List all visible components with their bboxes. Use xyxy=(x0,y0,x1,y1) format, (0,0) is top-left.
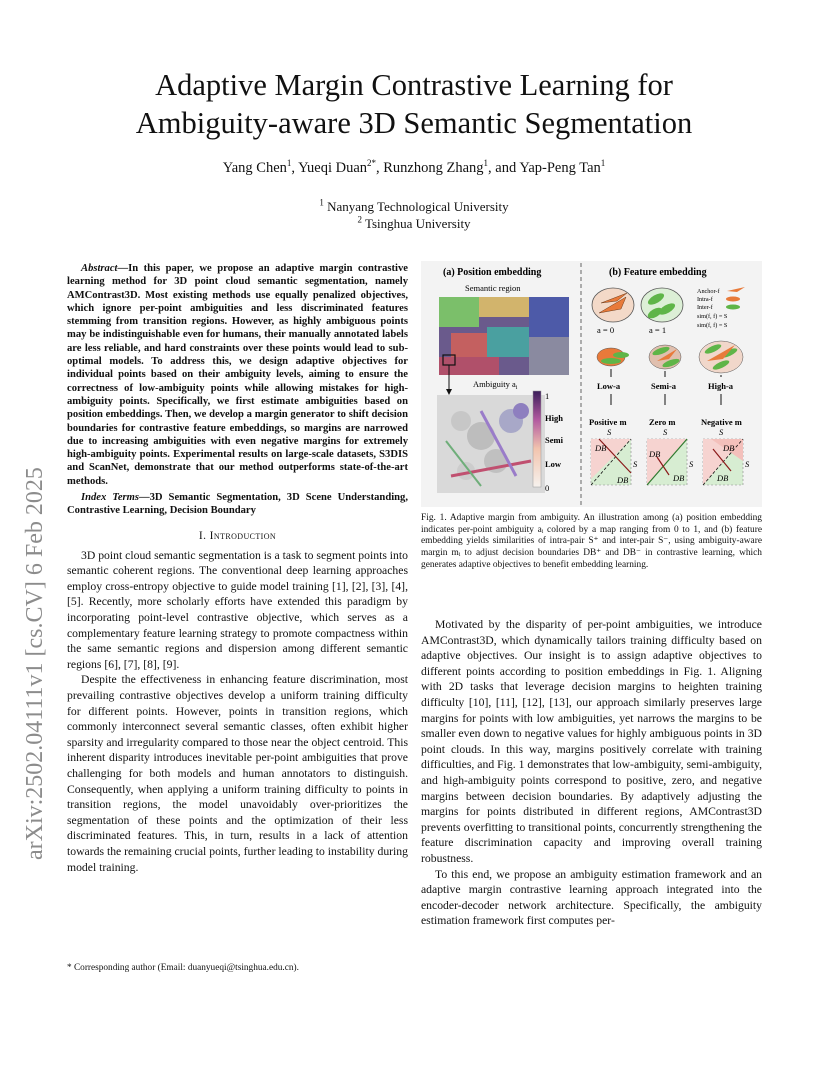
svg-text:S: S xyxy=(607,427,612,437)
index-terms-label: Index Terms xyxy=(81,492,140,504)
margin-zero: Zero m xyxy=(649,417,676,427)
feature-cluster-a1 xyxy=(641,288,683,322)
margin-positive: Positive m xyxy=(589,417,627,427)
paper-title xyxy=(80,66,748,142)
index-terms-text: —3D Semantic Segmentation, 3D Scene Understanding, Contrastive Learning, Decision Boundary xyxy=(67,492,408,517)
figure-caption: Fig. 1. Adaptive margin from ambiguity. An illustration among (a) position embedding indicates per-point ambiguity aᵢ colored by a map ranging from 0 to 1, and (b) feature embedding yields similarities of intra-pair S⁺ and inter-pair S⁻, using ambiguity-aware margin mᵢ to adjust decision boundaries DB⁺ and DB⁻ in contrastive learning, which generates adaptive objectives to benefit embedding learning. xyxy=(421,513,762,570)
scale-low: Low xyxy=(545,459,562,469)
abstract xyxy=(67,262,408,488)
scale-top: 1 xyxy=(545,391,550,401)
margin-negative: Negative m xyxy=(701,417,742,427)
paragraph: To this end, we propose an ambiguity estimation framework and an adaptive margin contrastive learning approach integrated into the encoder-decoder network architecture. Specifically, the ambiguity estimation framework first computes per- xyxy=(421,867,762,928)
author-list xyxy=(80,160,748,177)
intro-body xyxy=(67,548,408,875)
index-terms xyxy=(67,491,408,518)
affiliation: $^2$ Tsinghua University xyxy=(357,214,471,231)
svg-text:S: S xyxy=(663,427,668,437)
title-line-1: Adaptive Margin Contrastive Learning for xyxy=(155,68,673,102)
author: Runzhong Zhang$^1$, and xyxy=(383,158,520,176)
svg-text:Anchor-f: Anchor-f xyxy=(697,288,720,295)
a1-label: a = 1 xyxy=(649,325,667,335)
svg-text:sim(f, f) = S: sim(f, f) = S xyxy=(697,313,728,320)
affiliations xyxy=(80,198,748,232)
svg-text:DB: DB xyxy=(595,443,607,453)
left-column xyxy=(67,262,408,875)
figure-1-graphic xyxy=(421,261,762,507)
figure-1 xyxy=(421,261,762,507)
level-low: Low-a xyxy=(597,381,621,391)
panel-a-title: (a) Position embedding xyxy=(443,267,542,278)
semantic-region-image xyxy=(439,297,569,375)
svg-text:Inter-f: Inter-f xyxy=(697,304,713,311)
author: Yap-Peng Tan$^1$ xyxy=(519,158,606,176)
footnote: * Corresponding author (Email: duanyueqi@tsinghua.edu.cn). xyxy=(67,963,299,973)
a0-label: a = 0 xyxy=(597,325,615,335)
author: Yueqi Duan$^{2*}$, xyxy=(298,158,384,176)
ambiguity-map-image xyxy=(437,395,545,493)
level-high: High-a xyxy=(708,381,734,391)
panel-b-title: (b) Feature embedding xyxy=(609,267,707,278)
ambiguity-label: Ambiguity $a_i$ xyxy=(473,379,518,391)
scale-bottom: 0 xyxy=(545,483,550,493)
feature-cluster-semi xyxy=(649,345,681,369)
arxiv-identifier xyxy=(10,300,54,860)
svg-text:DB: DB xyxy=(717,473,729,483)
title-line-2: Ambiguity-aware 3D Semantic Segmentation xyxy=(135,106,693,140)
author: Yang Chen$^1$, xyxy=(222,158,299,176)
arxiv-label: arXiv:2502.04111v1 [cs.CV] 6 Feb 2025 xyxy=(22,467,48,860)
svg-text:S: S xyxy=(633,459,638,469)
right-column xyxy=(421,617,762,929)
svg-text:S: S xyxy=(719,427,724,437)
paragraph: Despite the effectiveness in enhancing feature discrimination, most prevailing contrastive objectives develop a uniform training difficulty for different points. However, points in transition regions, which commonly interconnect several semantic classes, often exhibit higher sparsity and irregularity compared to those near the object centroid. This inherent disparity introduces inevitable per-point ambiguities that prove challenging for both models and human annotators to distinguish. Consequently, when applying a uniform training difficulty to points in transition regions, the model unavoidably over-prioritizes the segmentation of these points and the optimization of their less discriminated features. This, in turn, results in a lack of attention towards the remaining crucial points, further leading to instability during model training. xyxy=(67,673,408,874)
svg-text:DB: DB xyxy=(649,449,661,459)
svg-text:sim(f, f) = S: sim(f, f) = S xyxy=(697,322,728,329)
semantic-region-label: Semantic region xyxy=(465,283,521,293)
svg-text:S: S xyxy=(689,459,694,469)
abstract-label: Abstract xyxy=(81,263,118,274)
svg-text:S: S xyxy=(745,459,750,469)
section-heading: I. Introduction xyxy=(198,529,277,542)
svg-text:DB: DB xyxy=(673,473,685,483)
svg-text:DB: DB xyxy=(723,443,735,453)
level-semi: Semi-a xyxy=(651,381,677,391)
affiliation: $^1$ Nanyang Technological University xyxy=(319,197,509,214)
abstract-text: —In this paper, we propose an adaptive margin contrastive learning method for 3D point cloud semantic segmentation, namely AMContrast3D. Most existing methods use equally penalized objectives, which ignore per-point ambiguities and less discriminated features stemming from transition regions. However, as highly ambiguous points may be indistinguishable even for humans, their manually annotated labels are less reliable, and hard constraints over these points would lead to sub-optimal models. To address this, we design adaptive objectives for individual points based on their ambiguity levels, aiming to ensure the correctness of low-ambiguity points while allowing mistakes for high-ambiguity points. Specifically, we first estimate ambiguities based on position embeddings. Then, we develop a margin generator to shift decision boundaries for contrastive feature embeddings, so margins are narrowed due to increasing ambiguities with even negative margins for extremely high-ambiguity points. Experimental results on large-scale datasets, S3DIS and ScanNet, demonstrate that our method outperforms state-of-the-art methods. xyxy=(67,263,408,487)
paragraph: 3D point cloud semantic segmentation is a task to segment points into semantic coherent regions. The conventional deep learning approaches employ cross-entropy objective to guide model training [1], [2], [3], [4], [5]. Recently, more scholarly efforts have extended this paradigm by incorporating point-level contrastive objective, which serves as a complementary feature learning strategy to promote compactness within the same semantic regions and dispersion among different semantic regions [6], [7], [8], [9]. xyxy=(67,548,408,671)
scale-semi: Semi xyxy=(545,435,563,445)
feature-cluster-high xyxy=(699,341,743,373)
paragraph: Motivated by the disparity of per-point ambiguities, we introduce AMContrast3D, which dynamically tailors training difficulty based on adaptive objectives. Our insight is to assign adaptive objectives to different points according to position embeddings in Fig. 1. Aligning with 2D tasks that leverage decision margins to heighten training difficulty [10], [11], [12], [13], our approach similarly preserves large margins for points with low ambiguities, yet narrows the margins to be smaller even down to negative values for highly ambiguous points in 3D point clouds. In this way, margins positively correlate with training difficulties, and Fig. 1 demonstrates that low-ambiguity, semi-ambiguity, and high-ambiguity points correspond to positive, zero, and negative margins between decision boundaries. By adaptively adjusting the margins for points distributed in different regions, AMContrast3D prevents overfitting to transitional points, concurrently strengthening the feature discrimination capacity and improving overall training robustness. xyxy=(421,618,762,865)
svg-text:DB: DB xyxy=(617,475,629,485)
scale-high: High xyxy=(545,413,563,423)
feature-cluster-a0 xyxy=(592,288,634,322)
svg-text:Intra-f: Intra-f xyxy=(697,296,713,303)
